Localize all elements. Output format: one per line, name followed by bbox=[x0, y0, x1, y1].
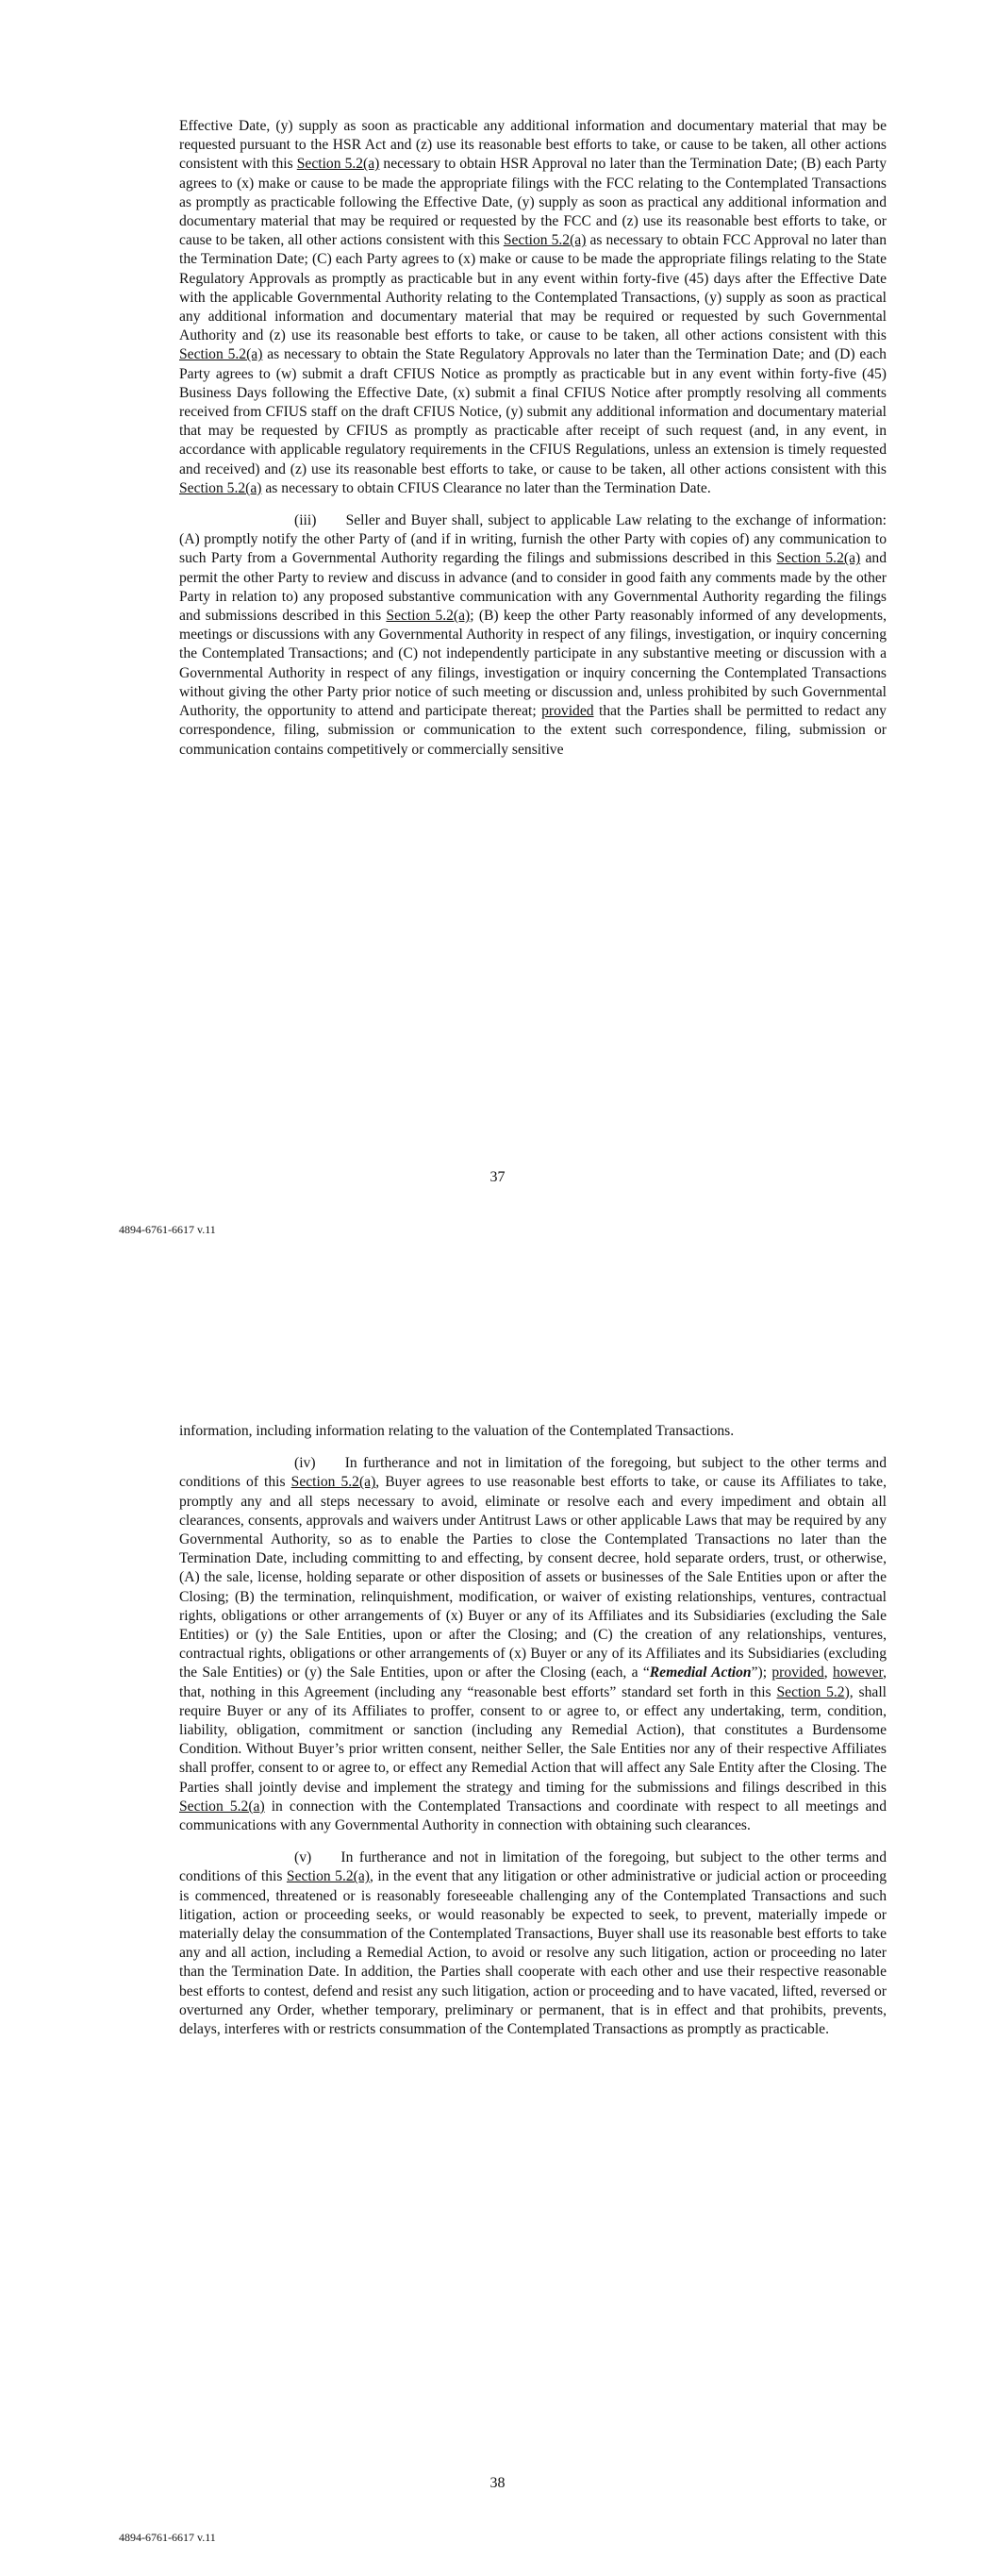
text-run: , bbox=[823, 1664, 834, 1681]
text-run: that the Parties shall be permitted to redact any correspondence, filing, submission or communication to the extent such correspondence, filing, submission or communication contains competitively or commercially sensitive bbox=[179, 703, 887, 758]
text-run: , Buyer agrees to use reasonable best efforts to take, or cause its Affiliates to take, promptly any and all steps necessary to avoid, eliminate or resolve each and every impediment and obtain all clearances, consents, approvals and waivers under Antitrust Laws or other applicable Laws that may be required by any Governmental Authority, so as to enable the Parties to close the Contemplated Transactions no later than the Termination Date, including committing to and effecting, by consent decree, hold separate orders, trust, or otherwise, (A) the sale, license, holding separate or other disposition of assets or businesses of the Sale Entities upon or after the Closing; (B) the termination, relinquishment, modification, or waiver of existing relationships, ventures, contractual rights, obligations or other arrangements of (x) Buyer or any of its Affiliates and its Subsidiaries (excluding the Sale Entities) or (y) the Sale Entities, upon or after the Closing; and (C) the creation of any relationships, ventures, contractual rights, obligations or other arrangements of (x) Buyer or any of its Affiliates and its Subsidiaries (excluding the Sale Entities) or (y) the Sale Entities, upon or after the Closing (each, a “ bbox=[179, 1474, 887, 1681]
underlined-term: Section 5.2(a) bbox=[503, 232, 587, 249]
text-run: ), shall require Buyer or any of its Affiliates to proffer, consent to or agree to, or effect any undertaking, term, condition, liability, obligation, commitment or sanction (including any Remedial Action), that constitutes a Burdensome Condition. Without Buyer’s prior written consent, neither Seller, the Sale Entities nor any of their respective Affiliates shall proffer, consent to or agree to, or effect any Remedial Action that will affect any Sale Entity after the Closing. The Parties shall jointly devise and implement the strategy and timing for the submissions and filings described in this bbox=[179, 1683, 887, 1796]
paragraph bbox=[179, 1454, 887, 1835]
underlined-term: Section 5.2(a) bbox=[179, 1798, 265, 1815]
underlined-term: provided bbox=[541, 703, 594, 720]
underlined-term: provided bbox=[771, 1664, 824, 1681]
text-run: (v) In furtherance and not in limitation of the foregoing, but subject to the other terms and conditions of this bbox=[179, 1849, 887, 1885]
document-id: 4894-6761-6617 v.11 bbox=[119, 1223, 216, 1236]
underlined-term: Section 5.2(a) bbox=[296, 156, 380, 173]
paragraph bbox=[179, 511, 887, 760]
text-run: ”); bbox=[751, 1664, 772, 1681]
page-body bbox=[179, 117, 887, 773]
text-run: Effective Date, (y) supply as soon as practicable any additional information and documentary material that may be requested pursuant to the HSR Act and (z) use its reasonable best efforts to take, or cause to be taken, all other actions consistent with this bbox=[179, 118, 887, 173]
underlined-term: Section 5.2(a) bbox=[386, 608, 471, 625]
underlined-term: Section 5.2 bbox=[776, 1683, 845, 1700]
underlined-term: Section 5.2(a) bbox=[776, 550, 861, 567]
text-run: (iii) Seller and Buyer shall, subject to applicable Law relating to the exchange of information: (A) promptly notify the other Party of (and if in writing, furnish the other Party with copies of) any communication to such Party from a Governmental Authority regarding the filings and submissions described in this bbox=[179, 512, 887, 567]
text-run: in connection with the Contemplated Transactions and coordinate with respect to all meetings and communications with any Governmental Authority in connection with obtaining such clearances. bbox=[179, 1798, 887, 1834]
document-id: 4894-6761-6617 v.11 bbox=[119, 2531, 216, 2544]
text-run: information, including information relating to the valuation of the Contemplated Transactions. bbox=[179, 1423, 735, 1439]
underlined-term: Section 5.2(a) bbox=[290, 1474, 376, 1491]
text-run: necessary to obtain HSR Approval no later than the Termination Date; (B) each Party agrees to (x) make or cause to be made the appropriate filings with the FCC relating to the Contemplated Transactions as promptly as practicable following the Effective Date, (y) supply as soon as practical any additional information and documentary material that may be required or requested by the FCC and (z) use its reasonable best efforts to take, or cause to be taken, all other actions consistent with this bbox=[179, 156, 887, 249]
text-run: as necessary to obtain CFIUS Clearance no later than the Termination Date. bbox=[261, 479, 711, 496]
page-number: 38 bbox=[489, 2475, 506, 2491]
underlined-term: however bbox=[833, 1664, 884, 1681]
text-run: as necessary to obtain FCC Approval no later than the Termination Date; (C) each Party agrees to (x) make or cause to be made the appropriate filings relating to the State Regulatory Approvals as promptly as practicable but in any event within forty-five (45) days after the Effective Date with the applicable Governmental Authority relating to the Contemplated Transactions, (y) supply as soon as practical any additional information and documentary material that may be required or requested by such Governmental Authority and (z) use its reasonable best efforts to take, or cause to be taken, all other actions consistent with this bbox=[179, 232, 887, 344]
underlined-term: Section 5.2(a) bbox=[179, 479, 262, 496]
text-run: ; (B) keep the other Party reasonably informed of any developments, meetings or discussions with any Governmental Authority in respect of any filings, investigation, or inquiry concerning the Contemplated Transactions; and (C) not independently participate in any substantive meeting or discussion with a Governmental Authority in respect of any filings, investigation or inquiry concerning the Contemplated Transactions without giving the other Party prior notice of such meeting or discussion and, unless prohibited by such Governmental Authority, the opportunity to attend and participate thereat; bbox=[179, 608, 887, 720]
text-run: (iv) In furtherance and not in limitation of the foregoing, but subject to the other terms and conditions of this bbox=[179, 1455, 887, 1491]
page-number: 37 bbox=[489, 1169, 506, 1185]
page-body bbox=[179, 1422, 887, 2052]
text-run: and permit the other Party to review and discuss in advance (and to consider in good faith any comments made by the other Party in relation to) any proposed substantive communication with any Governmental Authority regarding the filings and submissions described in this bbox=[179, 550, 887, 625]
paragraph bbox=[179, 117, 887, 498]
underlined-term: Section 5.2(a) bbox=[286, 1868, 370, 1885]
text-run: , that, nothing in this Agreement (including any “reasonable best efforts” standard set forth in this bbox=[179, 1664, 887, 1700]
paragraph bbox=[179, 1848, 887, 2039]
underlined-term: Section 5.2(a) bbox=[179, 346, 263, 363]
defined-term: Remedial Action bbox=[649, 1664, 752, 1681]
document-page-38 bbox=[0, 1288, 995, 2576]
text-run: , in the event that any litigation or other administrative or judicial action or proceeding is commenced, threatened or is reasonably foreseeable challenging any of the Contemplated Transactions and such litigation, action or proceeding seeks, or would reasonably be expected to seek, to prevent, materially impede or materially delay the consummation of the Contemplated Transactions, Buyer shall use its reasonable best efforts to take any and all action, including a Remedial Action, to avoid or resolve any such litigation, action or proceeding no later than the Termination Date. In addition, the Parties shall cooperate with each other and use their respective reasonable best efforts to contest, defend and resist any such litigation, action or proceeding and to have vacated, lifted, reversed or overturned any Order, whether temporary, preliminary or permanent, that is in effect and that prohibits, prevents, delays, interferes with or restricts consummation of the Contemplated Transactions as promptly as practicable. bbox=[179, 1868, 887, 2038]
paragraph bbox=[179, 1422, 887, 1441]
text-run: as necessary to obtain the State Regulatory Approvals no later than the Termination Date; and (D) each Party agrees to (w) submit a draft CFIUS Notice as promptly as practicable but in any event within forty-five (45) Business Days following the Effective Date, (x) submit a final CFIUS Notice after promptly resolving all comments received from CFIUS staff on the draft CFIUS Notice, (y) submit any additional information and documentary material that may be requested by CFIUS as promptly as practicable after receipt of such request (and, in any event, in accordance with applicable regulatory requirements in the CFIUS Regulations, unless an extension is timely requested and received) and (z) use its reasonable best efforts to take, or cause to be taken, all other actions consistent with this bbox=[179, 346, 887, 477]
